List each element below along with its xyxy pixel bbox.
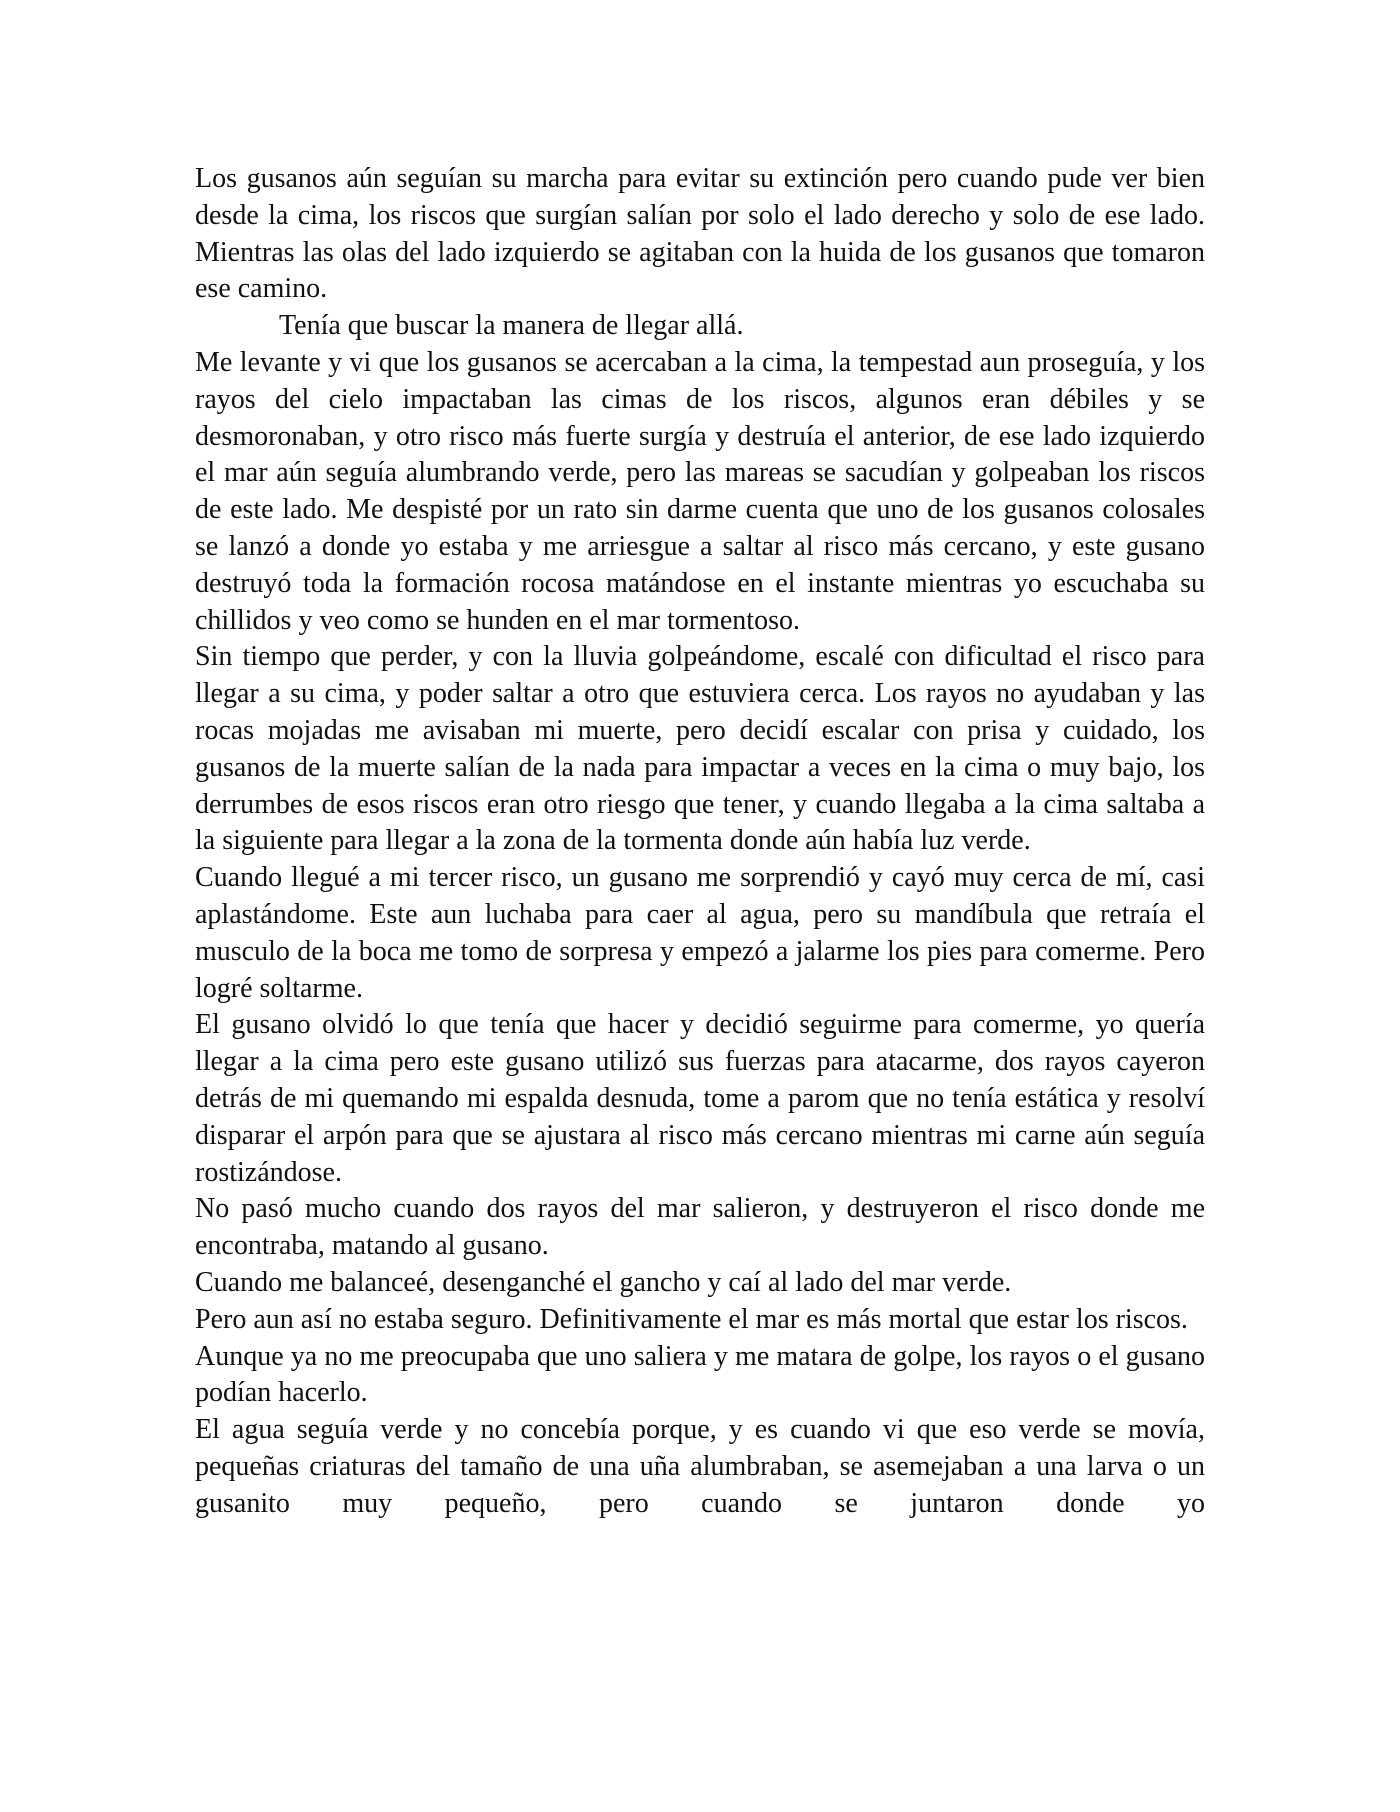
paragraph: Sin tiempo que perder, y con la lluvia golpeándome, escalé con dificultad el risco para llegar a su cima, y poder saltar a otro que estuviera cerca. Los rayos no ayudaban y las rocas mojadas me avisaban mi muerte, pero decidí escalar con prisa y cuidado, los gusanos de la muerte salían de la nada para impactar a veces en la cima o muy bajo, los derrumbes de esos riscos eran otro riesgo que tener, y cuando llegaba a la cima saltaba a la siguiente para llegar a la zona de la tormenta donde aún había luz verde. (195, 641, 1205, 857)
paragraph: Aunque ya no me preocupaba que uno saliera y me matara de golpe, los rayos o el gusano podían hacerlo. (195, 1340, 1205, 1409)
paragraph: El gusano olvidó lo que tenía que hacer y decidió seguirme para comerme, yo quería llegar a la cima pero este gusano utilizó sus fuerzas para atacarme, dos rayos cayeron detrás de mi quemando mi espalda desnuda, tome a parom que no tenía estática y resolví disparar el arpón para que se ajustara al risco más cercano mientras mi carne aún seguía rostizándose. (195, 1009, 1205, 1188)
paragraph: Cuando llegué a mi tercer risco, un gusano me sorprendió y cayó muy cerca de mí, casi aplastándome. Este aun luchaba para caer al agua, pero su mandíbula que retraía el musculo de la boca me tomo de sorpresa y empezó a jalarme los pies para comerme. Pero logré soltarme. (195, 862, 1205, 1004)
paragraph: Cuando me balanceé, desenganché el gancho y caí al lado del mar verde. (195, 1266, 1012, 1298)
paragraph: Tenía que buscar la manera de llegar allá. (279, 310, 744, 342)
paragraph-last: El agua seguía verde y no concebía porque, y es cuando vi que eso verde se movía, pequeñas criaturas del tamaño de una uña alumbraban, se asemejaban a una larva o un gusanito muy pequeño, pero cuando se juntaron donde yo (195, 1414, 1205, 1519)
paragraph: No pasó mucho cuando dos rayos del mar salieron, y destruyeron el risco donde me encontraba, matando al gusano. (195, 1193, 1205, 1262)
document-page (195, 161, 1205, 1522)
paragraph: Los gusanos aún seguían su marcha para evitar su extinción pero cuando pude ver bien desde la cima, los riscos que surgían salían por solo el lado derecho y solo de ese lado. Mientras las olas del lado izquierdo se agitaban con la huida de los gusanos que tomaron ese camino. (195, 163, 1205, 305)
paragraph: Pero aun así no estaba seguro. Definitivamente el mar es más mortal que estar los riscos. (195, 1303, 1188, 1335)
paragraph: Me levante y vi que los gusanos se acercaban a la cima, la tempestad aun proseguía, y los rayos del cielo impactaban las cimas de los riscos, algunos eran débiles y se desmoronaban, y otro risco más fuerte surgía y destruía el anterior, de ese lado izquierdo el mar aún seguía alumbrando verde, pero las mareas se sacudían y golpeaban los riscos de este lado. Me despisté por un rato sin darme cuenta que uno de los gusanos colosales se lanzó a donde yo estaba y me arriesgue a saltar al risco más cercano, y este gusano destruyó toda la formación rocosa matándose en el instante mientras yo escuchaba su chillidos y veo como se hunden en el mar tormentoso. (195, 346, 1205, 636)
